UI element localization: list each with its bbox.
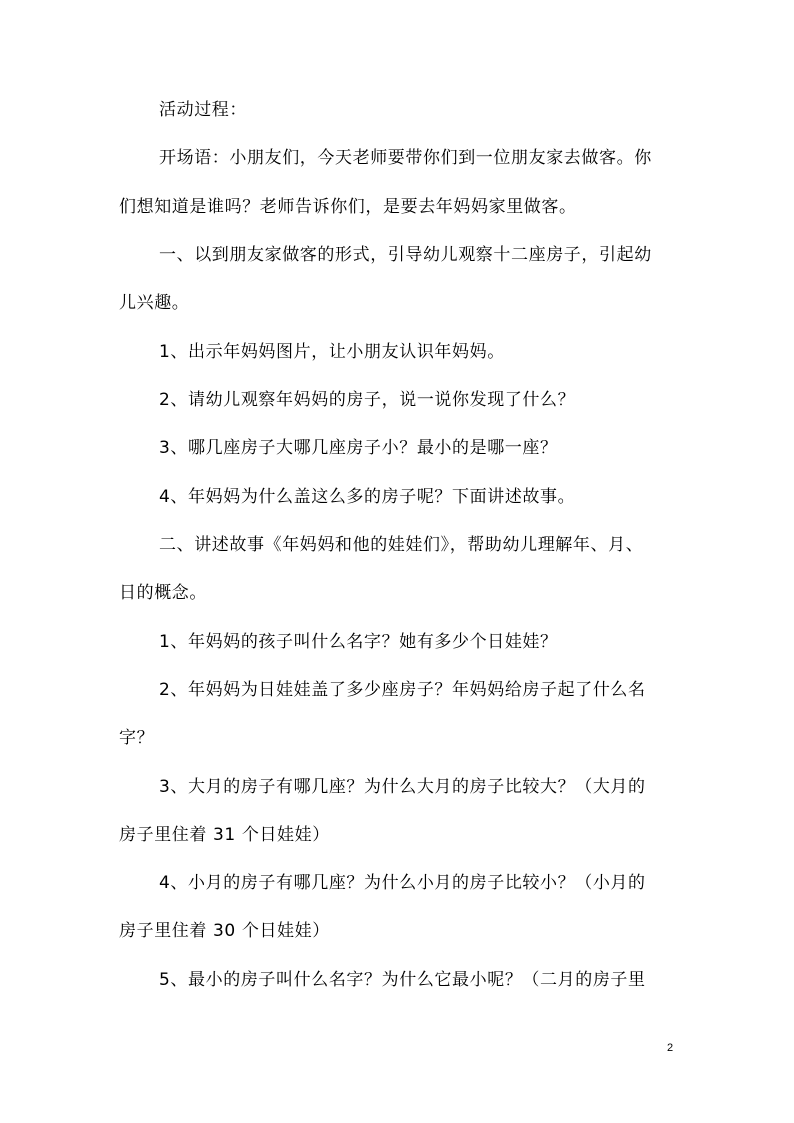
section-heading-activity-process: 活动过程： <box>159 100 247 120</box>
list-item: 4、小月的房子有哪几座？为什么小月的房子比较小？（小月的 <box>159 873 646 893</box>
list-item: 1、年妈妈的孩子叫什么名字？她有多少个日娃娃？ <box>159 632 558 652</box>
list-item: 2、请幼儿观察年妈妈的房子，说一说你发现了什么？ <box>159 390 576 410</box>
paragraph-line: 们想知道是谁吗？老师告诉你们，是要去年妈妈家里做客。 <box>119 197 577 217</box>
list-item: 4、年妈妈为什么盖这么多的房子呢？下面讲述故事。 <box>159 487 576 507</box>
paragraph-line: 日的概念。 <box>119 583 207 603</box>
paragraph-line: 开场语：小朋友们，今天老师要带你们到一位朋友家去做客。你 <box>159 148 652 168</box>
list-item-continuation: 字？ <box>119 728 155 748</box>
paragraph-line: 儿兴趣。 <box>119 293 190 313</box>
page-number: 2 <box>667 1042 674 1054</box>
list-item: 5、最小的房子叫什么名字？为什么它最小呢？（二月的房子里 <box>159 970 646 990</box>
list-item: 3、哪几座房子大哪几座房子小？最小的是哪一座？ <box>159 438 558 458</box>
list-item: 2、年妈妈为日娃娃盖了多少座房子？年妈妈给房子起了什么名 <box>159 680 646 700</box>
list-item-continuation: 房子里住着 30 个日娃娃） <box>119 921 330 941</box>
list-item: 1、出示年妈妈图片，让小朋友认识年妈妈。 <box>159 342 505 362</box>
list-item: 3、大月的房子有哪几座？为什么大月的房子比较大？（大月的 <box>159 777 646 797</box>
paragraph-line: 一、以到朋友家做客的形式，引导幼儿观察十二座房子，引起幼 <box>159 245 652 265</box>
paragraph-line: 二、讲述故事《年妈妈和他的娃娃们》，帮助幼儿理解年、月、 <box>159 535 644 555</box>
list-item-continuation: 房子里住着 31 个日娃娃） <box>119 825 330 845</box>
